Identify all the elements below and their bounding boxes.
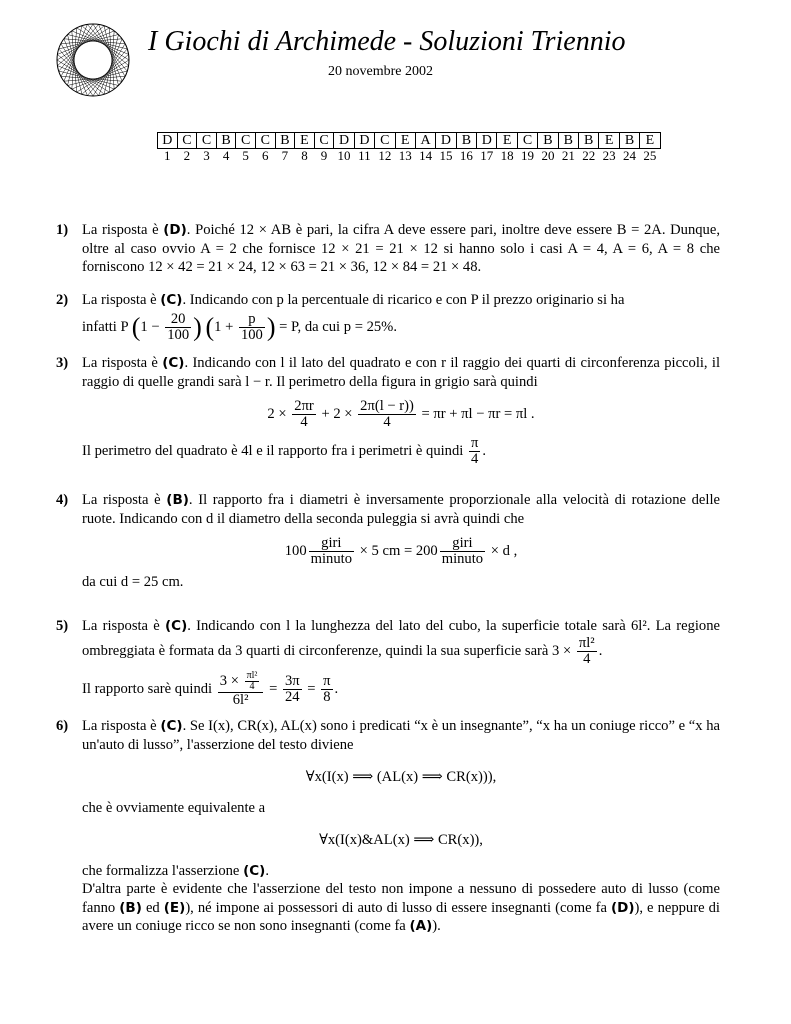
solution-6: 6) La risposta è (C). Se I(x), CR(x), AL(x) sono i predicati “x è un insegnante”, “x ha un coniuge ricco” e “x ha un'auto di lusso”, l'asserzione del testo diviene ∀x(I(x) ⟹ (AL(x) ⟹ CR(x))), che è ovviamente equivalente a ∀x(I(x)&AL(x) ⟹ CR(x)), che formalizza l'asserzione (C). D'altra parte è evidente che l'asserzione del testo non impone a nessuno di possedere auto di lusso (come fanno (B) ed (E)), né impone ai possessori di auto di lusso di essere insegnanti (come fa (D)), e neppure di avere un coniuge ricco se non sono insegnanti (come fa (A)). [56,718,720,934]
answer-lead: La risposta è [82,492,161,508]
question-number: 1 [164,148,171,163]
display-equation: ∀x(I(x)&AL(x) ⟹ CR(x)), [319,832,483,848]
question-number: 7 [281,148,289,163]
solution-text: ). [432,918,441,934]
answer-letters-row [158,133,661,149]
question-number: 10 [337,148,351,163]
answer-cell: E [497,133,517,149]
question-number: 20 [541,148,555,163]
answer-cell: C [375,133,395,149]
answer-lead: La risposta è [82,292,157,308]
answer-letter: (C) [162,355,185,371]
answer-letter: (B) [166,492,189,508]
question-number: 16 [459,148,473,163]
answer-cell: B [558,133,578,149]
display-equation: ∀x(I(x) ⟹ (AL(x) ⟹ CR(x))), [305,769,497,785]
answer-cell: E [640,133,660,149]
question-number: 15 [439,148,453,163]
question-number: 3 [203,148,210,163]
answer-letter: (B) [119,899,142,916]
solution-4 [56,491,720,592]
solution-text: che formalizza l'asserzione [82,862,240,879]
solution-text: ed [145,899,160,916]
question-number: 4 [222,148,230,163]
solution-number: 3) [56,355,69,371]
fraction: $\frac{\pi}{8}$ [323,672,331,705]
answer-letter: (D) [610,899,635,916]
question-number: 9 [320,148,328,163]
solution-text: . Indicando con l la lunghezza del lato del cubo, la superficie totale sarà 6l². La regione ombreggiata è formata da 3 quarti di circonferenze, quindi la sua superficie sarà 3 × [82,618,720,659]
question-number: 25 [643,148,657,163]
answer-table [157,132,661,163]
question-number: 11 [358,148,371,163]
solution-text: . Indicando con l il lato del quadrato e con r il raggio dei quarti di circonferenza piccoli, il raggio di quelle grandi sarà l − r. Il perimetro della figura in grigio sarà quindi [82,355,721,390]
answer-lead: La risposta è [82,618,160,634]
solution-text: . Poiché 12 × AB è pari, la cifra A deve essere pari, inoltre deve essere B = 2A. Dunque, oltre al caso ovvio A = 2 che fornisce 12 × 21 = 21 × 12 si hanno solo i casi A = 4, A = 6, A = 8 che forniscono 12 × 42 = 21 × 24, 12 × 63 = 21 × 36, 12 × 84 = 21 × 48. [82,222,720,275]
answer-letter: (C) [160,718,183,734]
answer-cell: D [477,133,497,149]
equation-part: = P, da cui p = 25%. [279,318,397,335]
solution-text: ), e neppure di avere un coniuge ricco se non sono insegnanti (come fa [82,899,720,934]
solution-number: 6) [56,718,69,734]
document-date: 20 novembre 2002 [328,64,433,79]
question-number: 17 [480,148,494,163]
answer-cell: E [599,133,619,149]
answer-cell: C [197,133,217,149]
answer-cell: B [275,133,295,149]
answer-cell: C [236,133,256,149]
question-number: 5 [242,148,249,163]
solution-text: ), né impone ai possessori di auto di lusso di essere insegnanti (come fa [185,899,607,916]
question-number: 23 [602,148,616,163]
answer-cell: E [395,133,415,149]
solution-text: . Se I(x), CR(x), AL(x) sono i predicati “x è un insegnante”, “x ha un coniuge ricco” e “x ha un'auto di lusso”, l'asserzione del testo diviene [82,718,720,753]
answer-cell: A [415,133,435,149]
solution-text: D'altra parte è evidente che l'asserzione del testo non impone a nessuno di possedere auto di lusso (come fanno [82,881,720,916]
solution-2: 2) La risposta è (C). Indicando con p la percentuale di ricarico e con P il prezzo originario si ha infatti P (1 − $\frac{20}{100}$ ) (1 + $\frac{p}{100}$ ) = P, da cui p = 25%. [56,292,625,343]
solution-number: 1) [56,222,69,238]
answer-cell: B [619,133,639,149]
answer-letter: (C) [160,292,183,308]
answer-lead: La risposta è [82,222,159,238]
answer-cell: B [538,133,558,149]
answer-cell: B [456,133,476,149]
question-number: 14 [419,148,433,163]
solution-1 [56,221,720,277]
answer-cell: B [216,133,236,149]
question-number: 6 [262,148,269,163]
question-number: 2 [183,148,191,163]
fraction: $\frac{p}{100}$ [240,310,263,343]
fraction: $\frac{\pi}{4}$ [470,435,479,467]
answer-cell: D [354,133,374,149]
question-number: 13 [398,148,412,163]
answer-cell: D [334,133,354,149]
solution-3: 3) La risposta è (C). Indicando con l il lato del quadrato e con r il raggio dei quarti di circonferenza piccoli, il raggio di quelle grandi sarà l − r. Il perimetro della figura in grigio sarà quindi 2 × $\frac{2\pi r}{4}$ + 2 × $\frac{2\pi(l - r))}{4}$ = πr + πl − πr = πl . Il perimetro del quadrato è 4l e il rapporto fra i perimetri è quindi $\frac{\pi}{4}$ . [56,355,721,467]
answer-letter: (A) [409,918,433,934]
answer-letter: (E) [163,899,186,916]
answer-cell: E [295,133,315,149]
fraction: 3 × $\frac{\text{πl²}}{4}$ 6l² [218,671,264,708]
solution-text: che è ovviamente equivalente a [82,799,266,816]
question-number: 12 [378,148,392,163]
question-number: 24 [623,148,636,163]
answer-lead: La risposta è [82,718,157,734]
fraction: $\frac{3\pi}{24}$ [284,672,300,705]
question-number: 22 [582,148,596,163]
display-equation: 100 $\frac{\text{giri}}{\text{minuto}}$ × 5 cm = 200 $\frac{\text{giri}}{\text{minuto}}$ × d , [284,535,518,567]
question-number: 18 [500,148,514,163]
solution-text: . Il rapporto fra i diametri è inversamente proporzionale alla velocità di rotazione delle ruote. Indicando con d il diametro della seconda puleggia si avrà quindi che [82,492,721,527]
question-numbers-row [158,149,661,164]
solution-number: 2) [56,292,69,308]
answer-cell: D [436,133,456,149]
page-title: I Giochi di Archimede - Soluzioni Triennio [148,26,626,57]
solution-5: 5) La risposta è (C). Indicando con l la lunghezza del lato del cubo, la superficie totale sarà 6l². La regione ombreggiata è formata da 3 quarti di circonferenze, quindi la sua superficie sarà 3 × $\frac{\text{πl²}}{4}$ . Il rapporto sarè quindi 3 × $\frac{\text{πl²}}{4}$ 6l² = $\frac{3\pi}{24}$ = $\frac{\pi}{8}$ . [56,618,720,708]
question-number: 21 [561,148,575,163]
solution-text: Il perimetro del quadrato è 4l e il rapporto fra i perimetri è quindi [82,442,464,459]
answer-lead: La risposta è [82,355,158,371]
fraction: $\frac{\text{πl²}}{4}$ [578,634,595,667]
answer-letter: (C) [165,618,188,634]
answer-letter: (C) [243,862,266,879]
answer-cell: D [158,133,178,149]
equation-part: infatti P [82,318,129,335]
solution-text: . Indicando con p la percentuale di ricarico e con P il prezzo originario si ha [182,292,625,308]
display-equation: 2 × $\frac{2\pi r}{4}$ + 2 × $\frac{2\pi(l - r))}{4}$ = πr + πl − πr = πl . [267,398,535,430]
archimedes-logo-icon [55,22,131,98]
answer-cell: C [314,133,334,149]
solution-number: 5) [56,618,69,634]
question-number: 8 [301,148,308,163]
answer-letter: (D) [163,222,187,238]
answer-cell: C [517,133,537,149]
solution-number: 4) [56,492,69,508]
answer-cell: C [255,133,275,149]
fraction: $\frac{20}{100}$ [167,310,190,343]
answer-cell: B [579,133,599,149]
answer-cell: C [177,133,197,149]
question-number: 19 [521,148,535,163]
solution-text: Il rapporto sarè quindi [82,680,213,697]
solution-text: da cui d = 25 cm. [82,574,184,590]
